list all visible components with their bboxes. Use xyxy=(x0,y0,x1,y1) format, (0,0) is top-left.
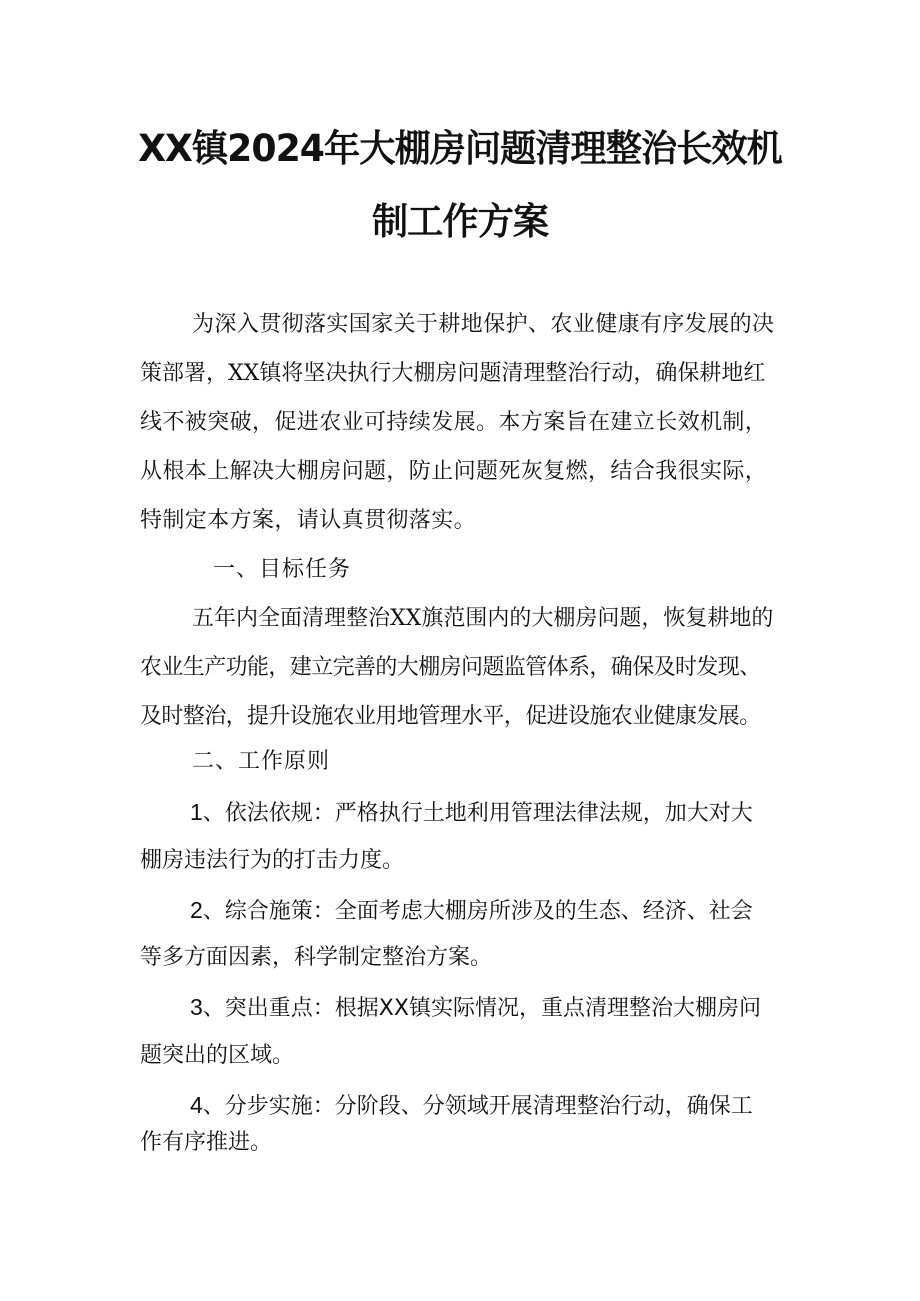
principle-4-line-1 xyxy=(190,1090,753,1122)
section-heading-goals: 一、目标任务 xyxy=(213,557,352,582)
principle-3-number: 3 xyxy=(190,994,203,1020)
intro-line-3: 线不被突破，促进农业可持续发展。本方案旨在建立长效机制， xyxy=(140,410,768,435)
intro-line-5: 特制定本方案，请认真贯彻落实。 xyxy=(140,508,477,533)
intro-line-4: 从根本上解决大棚房问题，防止问题死灰复燃，结合我很实际， xyxy=(140,459,768,484)
goals-line-1: 五年内全面清理整治XX旗范围内的大棚房问题，恢复耕地的 xyxy=(192,606,774,631)
principle-3-line-2: 题突出的区域。 xyxy=(140,1043,295,1068)
principle-1-text: 、依法依规：严格执行土地利用管理法律法规，加大对大 xyxy=(202,801,753,826)
principle-2-text: 、综合施策：全面考虑大棚房所涉及的生态、经济、社会 xyxy=(202,899,753,924)
principle-4-text: 、分步实施：分阶段、分领域开展清理整治行动，确保工 xyxy=(202,1094,753,1119)
principle-1-number: 1 xyxy=(190,799,203,825)
principle-1-line-2: 棚房违法行为的打击力度。 xyxy=(140,848,405,873)
principle-1-line-1 xyxy=(190,797,753,829)
principle-2-line-2: 等多方面因素，科学制定整治方案。 xyxy=(140,945,493,970)
principle-4-line-2: 作有序推进。 xyxy=(140,1130,273,1155)
principle-2-number: 2 xyxy=(190,897,203,923)
principle-2-line-1 xyxy=(190,895,753,927)
section-heading-principles: 二、工作原则 xyxy=(192,749,331,774)
intro-line-1: 为深入贯彻落实国家关于耕地保护、农业健康有序发展的决 xyxy=(192,312,775,337)
goals-line-3: 及时整治，提升设施农业用地管理水平，促进设施农业健康发展。 xyxy=(140,704,761,729)
goals-line-2: 农业生产功能，建立完善的大棚房问题监管体系，确保及时发现、 xyxy=(140,655,761,680)
document-title-line-1: XX镇2024年大棚房问题清理整治长效机 xyxy=(138,127,782,170)
document-title-line-2: 制工作方案 xyxy=(371,200,549,243)
principle-4-number: 4 xyxy=(190,1092,203,1118)
intro-line-2: 策部署，XX镇将坚决执行大棚房问题清理整治行动，确保耕地红 xyxy=(140,361,766,386)
principle-3-line-1 xyxy=(190,992,761,1024)
principle-3-text: 、突出重点：根据XX镇实际情况，重点清理整治大棚房问 xyxy=(202,996,761,1021)
